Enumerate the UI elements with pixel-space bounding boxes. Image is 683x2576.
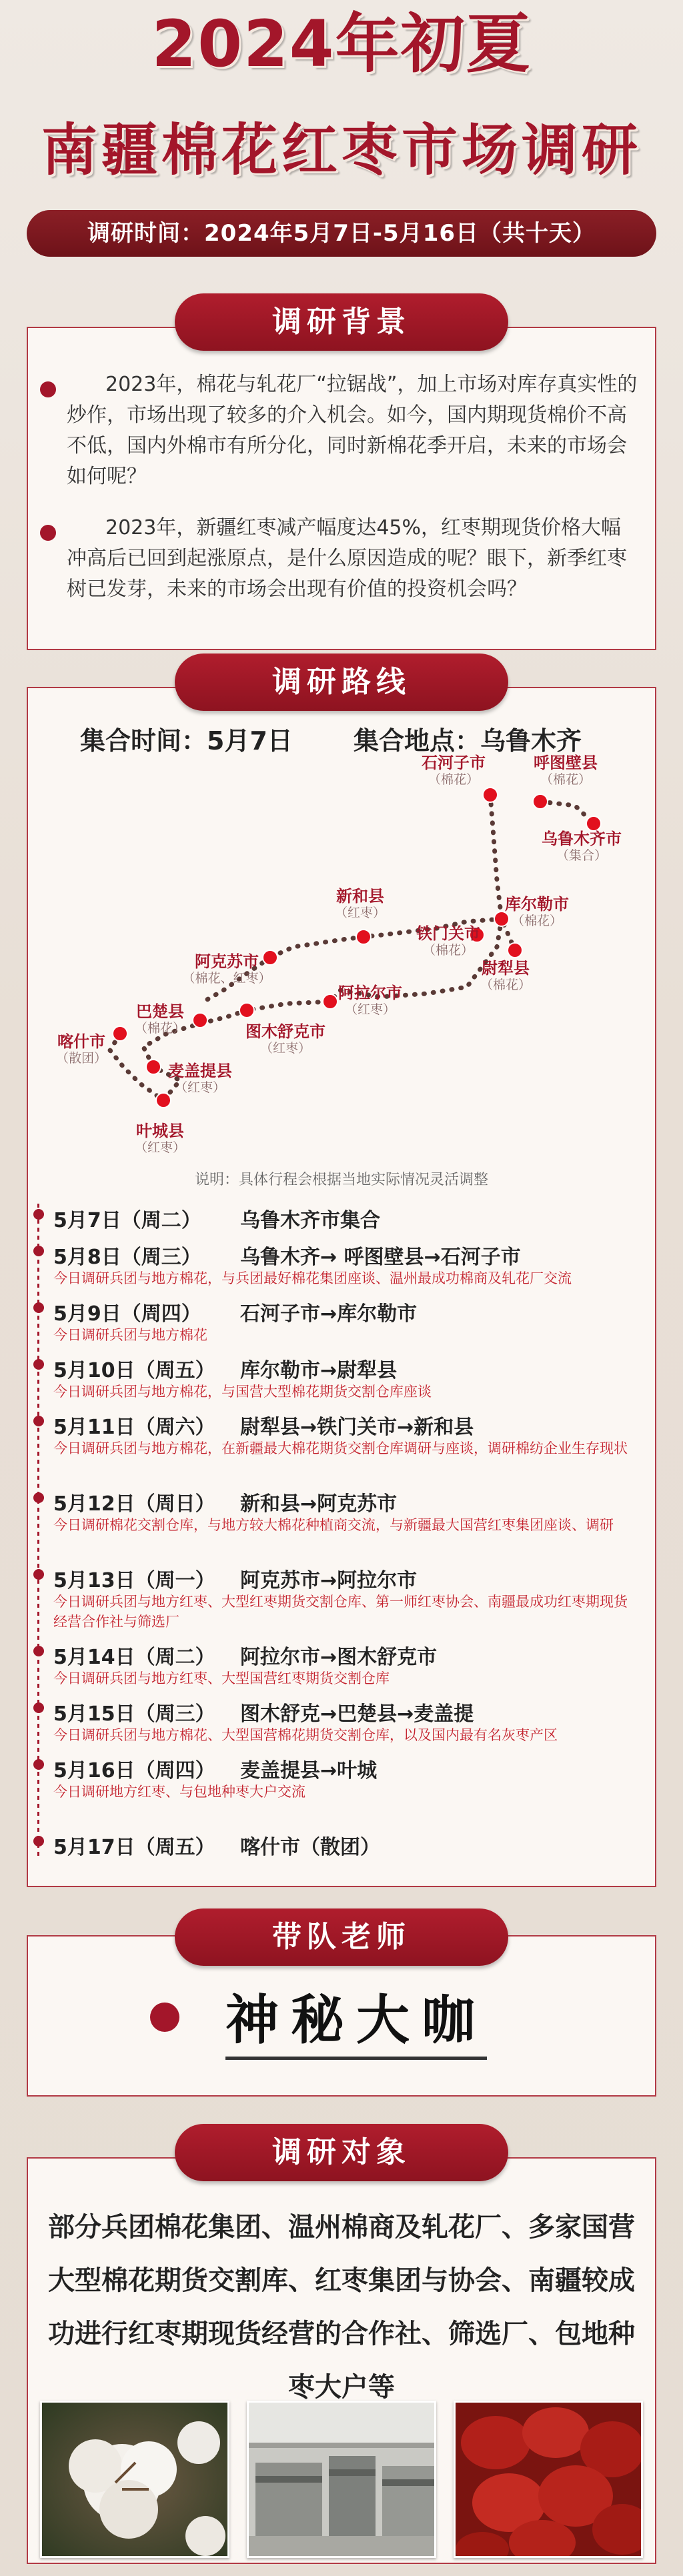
map-label-maigaiti: 麦盖提县 （红枣） <box>168 1062 232 1095</box>
route-note: 说明：具体行程会根据当地实际情况灵活调整 <box>194 1172 488 1188</box>
timeline-dot-icon <box>33 1302 44 1313</box>
timeline-dot-icon <box>33 1646 44 1656</box>
background-heading: 调研背景 <box>175 293 508 351</box>
itinerary-route: 乌鲁木齐→ 呼图壁县→石河子市 <box>240 1246 521 1269</box>
itinerary-desc: 今日调研兵团与地方棉花、大型国营棉花期货交割仓库，以及国内最有名灰枣产区 <box>53 1727 558 1743</box>
jujube-photo <box>454 2401 643 2558</box>
map-marker-hutubi <box>533 794 548 809</box>
page-subtitle: 南疆棉花红枣市场调研 <box>41 117 642 183</box>
map-marker-alar <box>323 994 337 1009</box>
itinerary-desc: 今日调研地方红枣、与包地种枣大户交流 <box>53 1784 305 1800</box>
map-label-tumxuk: 图木舒克市 （红枣） <box>245 1022 325 1056</box>
map-label-hutubi: 呼图壁县 （棉花） <box>534 754 598 787</box>
map-marker-tumxuk <box>239 1003 254 1018</box>
map-marker-yuli <box>508 943 522 958</box>
route-map <box>27 747 656 1160</box>
map-label-yecheng: 叶城县 （红枣） <box>134 1122 186 1155</box>
bullet-icon <box>40 381 56 397</box>
targets-heading: 调研对象 <box>175 2124 508 2181</box>
itinerary-route: 麦盖提县→叶城 <box>240 1759 378 1782</box>
map-label-xinhe: 新和县 （红枣） <box>334 887 386 920</box>
bullet-icon <box>40 525 56 541</box>
timeline-dot-icon <box>33 1246 44 1256</box>
itinerary-desc: 今日调研兵团与地方红枣、大型国营红枣期货交割仓库 <box>53 1670 390 1686</box>
map-label-aksu: 阿克苏市 （棉花、红枣） <box>182 952 271 986</box>
itinerary-desc: 今日调研兵团与地方棉花，在新疆最大棉花期货交割仓库调研与座谈，调研棉纺企业生存现状 <box>53 1440 628 1456</box>
itinerary-date: 5月17日（周五） <box>53 1836 215 1859</box>
route-path-north <box>540 802 594 824</box>
timeline-dot-icon <box>33 1492 44 1503</box>
factory-photo <box>247 2401 436 2558</box>
itinerary-route: 新和县→阿克苏市 <box>240 1492 398 1516</box>
itinerary-date: 5月11日（周六） <box>53 1416 215 1439</box>
itinerary-desc: 今日调研兵团与地方棉花 <box>53 1327 207 1343</box>
map-label-yuli: 尉犁县 （棉花） <box>480 959 532 992</box>
background-paragraph-2: 2023年，新疆红枣减产幅度达45%，红枣期现货价格大幅冲高后已回到起涨原点，是什么原因造成的呢？眼下，新季红枣树已发芽，未来的市场会出现有价值的投资机会吗？ <box>67 516 627 601</box>
map-marker-shihezi <box>483 788 498 802</box>
teacher-heading: 带队老师 <box>175 1908 508 1966</box>
itinerary-desc: 今日调研兵团与地方红枣、大型红枣期货交割仓库、第一师红枣协会、南疆最成功红枣期现货经营合作社与筛选厂 <box>53 1594 628 1630</box>
itinerary-date: 5月9日（周四） <box>53 1302 201 1326</box>
itinerary-route: 图木舒克→巴楚县→麦盖提 <box>240 1702 474 1726</box>
cotton-photo <box>40 2401 229 2558</box>
timeline-dot-icon <box>33 1836 44 1846</box>
map-marker-xinhe <box>356 930 371 944</box>
timeline-dot-icon <box>33 1759 44 1770</box>
route-heading: 调研路线 <box>175 654 508 711</box>
timeline-dot-icon <box>33 1209 44 1220</box>
itinerary-route: 阿克苏市→阿拉尔市 <box>240 1569 418 1592</box>
itinerary-route: 库尔勒市→尉犁县 <box>240 1359 398 1382</box>
map-marker-bachu <box>193 1013 207 1028</box>
teacher-name: 神秘大咖 <box>225 1987 487 2060</box>
date-range-banner: 调研时间：2024年5月7日-5月16日（共十天） <box>27 210 656 257</box>
itinerary-date: 5月15日（周三） <box>53 1702 215 1726</box>
gather-place: 集合地点：乌鲁木齐 <box>354 726 582 756</box>
itinerary-date: 5月10日（周五） <box>53 1359 215 1382</box>
itinerary-desc: 今日调研兵团与地方棉花，与兵团最好棉花集团座谈、温州最成功棉商及轧花厂交流 <box>53 1270 572 1286</box>
timeline-dot-icon <box>33 1702 44 1713</box>
map-marker-maigaiti <box>146 1060 161 1074</box>
itinerary-desc: 今日调研兵团与地方棉花，与国营大型棉花期货交割仓库座谈 <box>53 1384 432 1400</box>
timeline-dot-icon <box>33 1359 44 1370</box>
map-label-urumqi: 乌鲁木齐市 （集合） <box>542 830 622 863</box>
itinerary-date: 5月8日（周三） <box>53 1246 201 1269</box>
map-marker-urumqi <box>586 816 601 831</box>
itinerary-date: 5月12日（周日） <box>53 1492 215 1516</box>
map-marker-kashi <box>113 1026 127 1041</box>
itinerary-route: 阿拉尔市→图木舒克市 <box>240 1646 438 1669</box>
map-label-kashi: 喀什市 （散团） <box>55 1032 107 1066</box>
itinerary-date: 5月14日（周二） <box>53 1646 215 1669</box>
timeline-dot-icon <box>33 1416 44 1426</box>
map-label-tiemenguan: 铁门关市 （棉花） <box>416 924 480 958</box>
targets-text: 部分兵团棉花集团、温州棉商及轧花厂、多家国营大型棉花期货交割库、红枣集团与协会、南疆较成功进行红枣期现货经营的合作社、筛选厂、包地种枣大户等 <box>48 2212 635 2403</box>
map-marker-yecheng <box>156 1093 171 1108</box>
itinerary-route: 石河子市→库尔勒市 <box>240 1302 418 1326</box>
page-title: 2024年初夏 <box>151 7 532 81</box>
itinerary-desc: 今日调研棉花交割仓库，与地方较大棉花种植商交流，与新疆最大国营红枣集团座谈、调研 <box>53 1517 614 1533</box>
itinerary-date: 5月7日（周二） <box>53 1209 201 1232</box>
map-label-shihezi: 石河子市 （棉花） <box>422 754 486 787</box>
map-label-alar: 阿拉尔市 （红枣） <box>338 984 402 1017</box>
gather-time: 集合时间：5月7日 <box>80 726 293 756</box>
itinerary-route: 喀什市（散团） <box>240 1836 380 1859</box>
itinerary-route: 乌鲁木齐市集合 <box>240 1209 380 1232</box>
bullet-icon <box>150 2003 179 2032</box>
timeline-dot-icon <box>33 1569 44 1580</box>
background-paragraph-1: 2023年，棉花与轧花厂“拉锯战”，加上市场对库存真实性的炒作，市场出现了较多的介入机会。如今，国内期现货棉价不高不低，国内外棉市有所分化，同时新棉花季开启，未来的市场会如何呢？ <box>67 373 638 488</box>
itinerary-date: 5月13日（周一） <box>53 1569 215 1592</box>
map-label-korla: 库尔勒市 （棉花） <box>505 895 569 928</box>
itinerary-route: 尉犁县→铁门关市→新和县 <box>240 1416 474 1439</box>
map-label-bachu: 巴楚县 （棉花） <box>134 1002 186 1036</box>
itinerary-date: 5月16日（周四） <box>53 1759 215 1782</box>
